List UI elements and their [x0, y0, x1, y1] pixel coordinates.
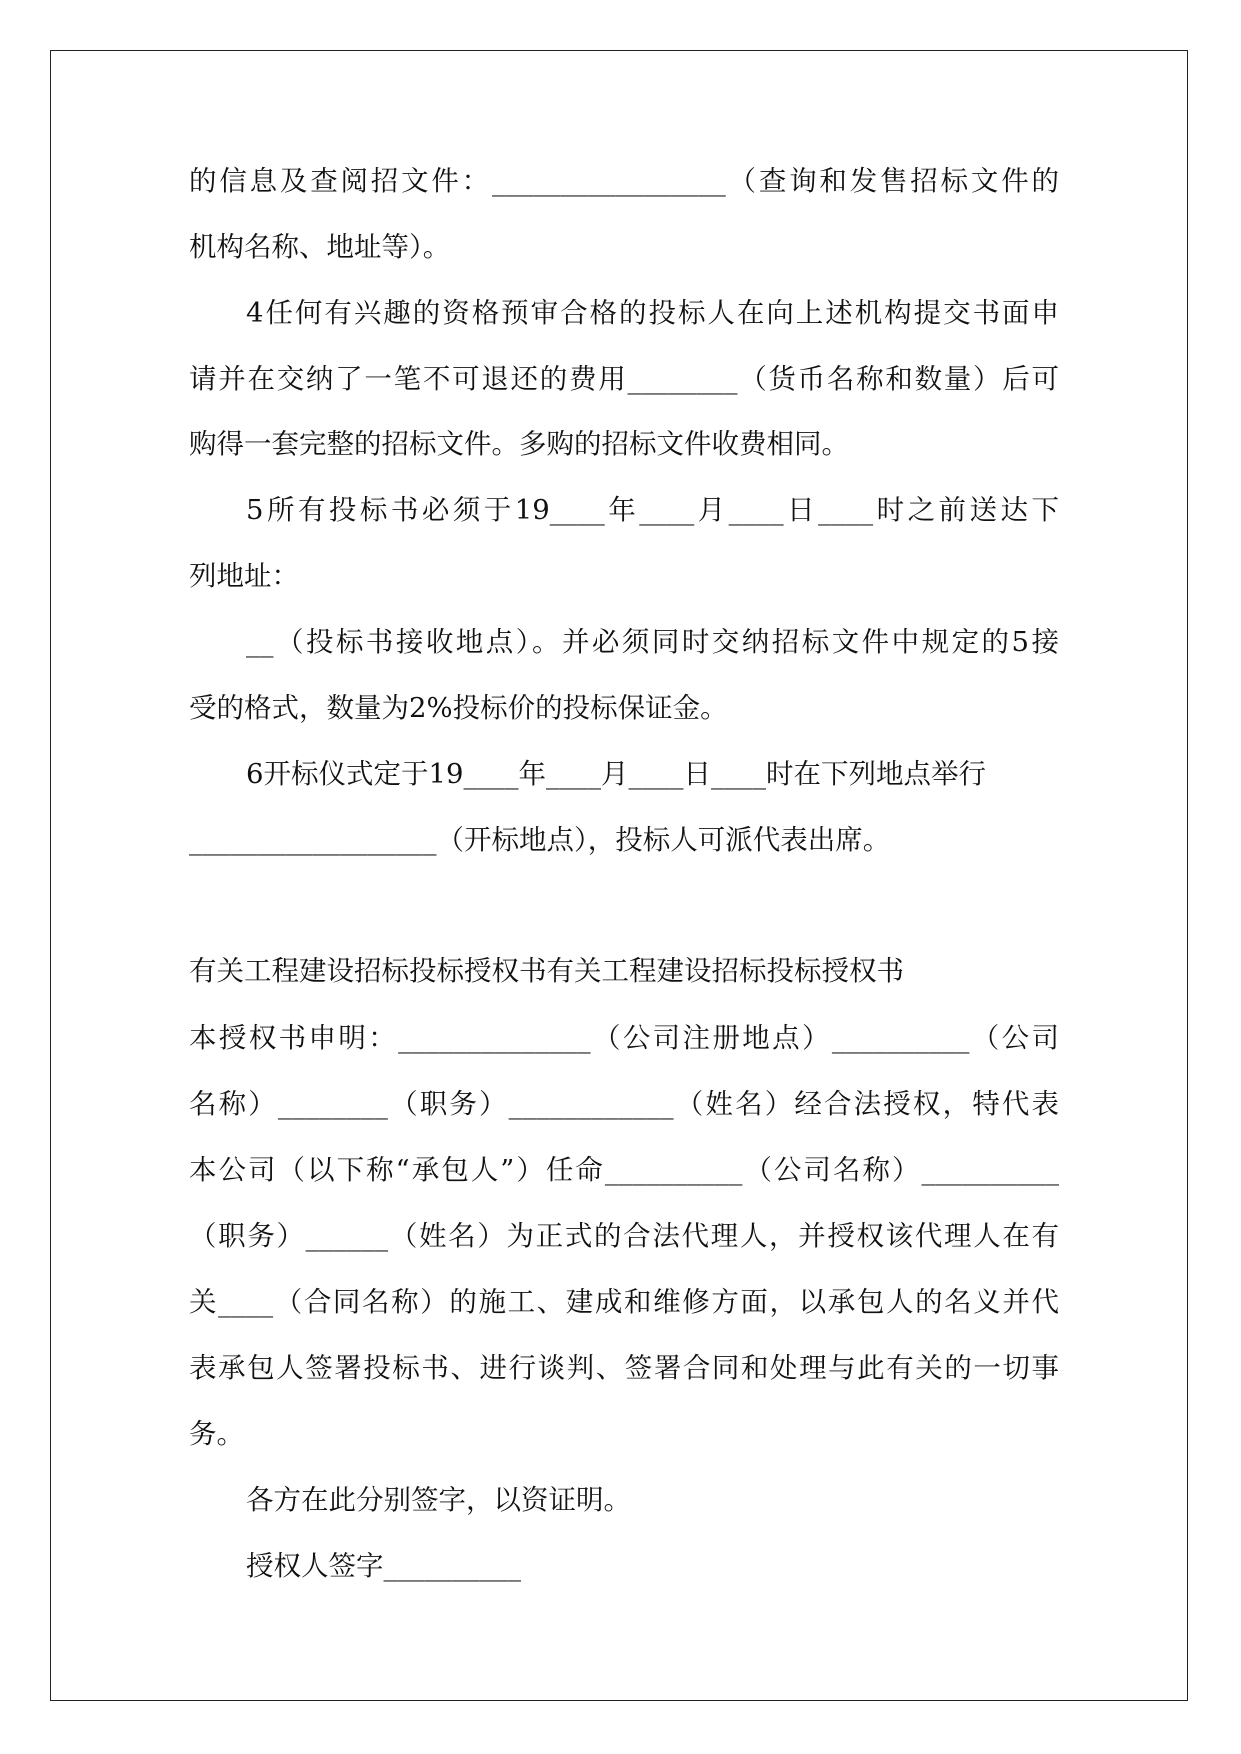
text-line: （职务）______（姓名）为正式的合法代理人，并授权该代理人在有: [189, 1220, 1059, 1252]
text-line: __（投标书接收地点）。并必须同时交纳招标文件中规定的5接: [246, 626, 1059, 658]
text-line: 机构名称、地址等）。: [189, 231, 451, 263]
text-line: 表承包人签署投标书、进行谈判、签署合同和处理与此有关的一切事: [189, 1352, 1059, 1384]
text-line: 的信息及查阅招文件：_________________（查询和发售招标文件的: [189, 165, 1059, 197]
text-line: 各方在此分别签字，以资证明。: [246, 1484, 631, 1516]
text-line: 受的格式，数量为2%投标价的投标保证金。: [189, 692, 728, 724]
text-line: 5所有投标书必须于19____年____月____日____时之前送达下: [246, 494, 1059, 526]
text-line: 请并在交纳了一笔不可退还的费用________（货币名称和数量）后可: [189, 363, 1059, 395]
text-line: 6开标仪式定于19____年____月____日____时在下列地点举行: [246, 758, 986, 790]
text-line: 4任何有兴趣的资格预审合格的投标人在向上述机构提交书面申: [246, 297, 1059, 329]
text-line: 本公司（以下称“承包人”）任命__________（公司名称）__________: [189, 1154, 1059, 1186]
text-line: 务。: [189, 1418, 244, 1450]
text-line: 关____（合同名称）的施工、建成和维修方面，以承包人的名义并代: [189, 1286, 1059, 1318]
signature-line: 授权人签字__________: [246, 1550, 521, 1582]
text-line: 列地址：: [189, 560, 299, 592]
text-line: 购得一套完整的招标文件。多购的招标文件收费相同。: [189, 428, 849, 460]
text-line: 名称）________（职务）____________（姓名）经合法授权，特代表: [189, 1088, 1059, 1120]
section-title: 有关工程建设招标投标授权书有关工程建设招标投标授权书: [189, 955, 904, 987]
text-line: 本授权书申明：______________（公司注册地点）__________（公司: [189, 1022, 1059, 1054]
text-line: __________________（开标地点），投标人可派代表出席。: [189, 824, 891, 856]
